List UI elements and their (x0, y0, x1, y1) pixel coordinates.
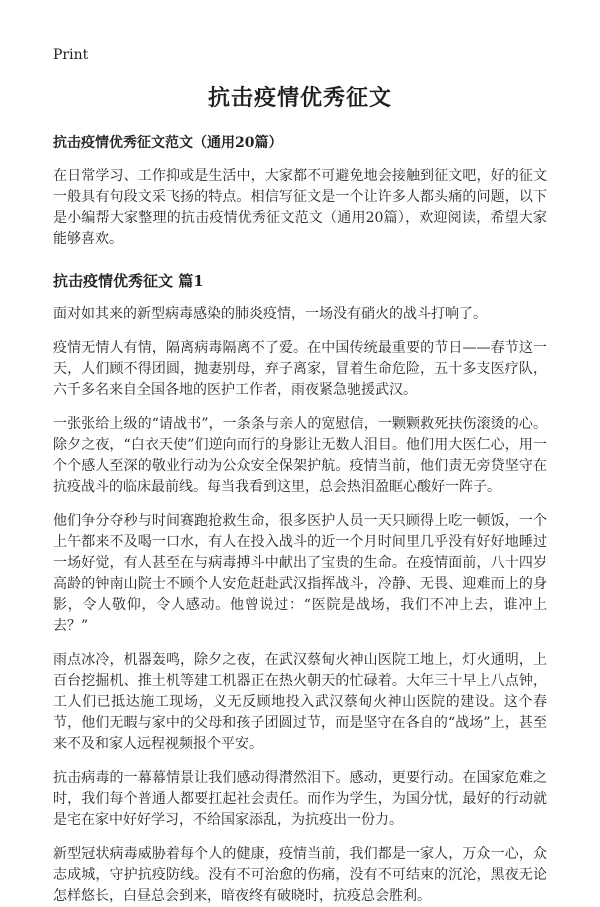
paragraph-4: 他们争分夺秒与时间赛跑抢救生命，很多医护人员一天只顾得上吃一顿饭，一个上午都来不及喝一口水，有人在投入战斗的近一个月时间里几乎没有好好地睡过一场好觉，有人甚至在与病毒搏斗中献出了宝贵的生命。在疫情面前，八十四岁高龄的钟南山院士不顾个人安危赶赴武汉指挥战斗，冷静、无畏、迎难而上的身影，令人敬仰，令人感动。他曾说过：“医院是战场，我们不冲上去，谁冲上去？” (53, 513, 547, 634)
paragraph-2: 疫情无情人有情，隔离病毒隔离不了爱。在中国传统最重要的节日——春节这一天，人们顾不得团圆，抛妻别母，弃子离家，冒着生命危险，五十多支医疗队，六千多名来自全国各地的医护工作者，雨夜紧急驰援武汉。 (53, 340, 547, 398)
paragraph-1: 面对如其来的新型病毒感染的肺炎疫情，一场没有硝火的战斗打响了。 (53, 306, 487, 322)
print-button[interactable]: Print (53, 47, 89, 63)
article-subtitle: 抗击疫情优秀征文范文（通用20篇） (53, 135, 283, 151)
intro-paragraph: 在日常学习、工作抑或是生活中，大家都不可避免地会接触到征文吧，好的征文一般具有句段文采飞扬的特点。相信写征文是一个让许多人都头痛的问题，以下是小编帮大家整理的抗击疫情优秀征文范文（通用20篇），欢迎阅读，希望大家能够喜欢。 (53, 168, 547, 247)
section-heading-1: 抗击疫情优秀征文 篇1 (53, 272, 204, 290)
paragraph-5: 雨点冰冷，机器轰鸣，除夕之夜，在武汉蔡甸火神山医院工地上，灯火通明，上百台挖掘机、推土机等建工机器正在热火朝天的忙碌着。大年三十早上八点钟，工人们已抵达施工现场，义无反顾地投入武汉蔡甸火神山医院的建设。这个春节，他们无暇与家中的父母和孩子团圆过节，而是坚守在各自的“战场”上，甚至来不及和家人远程视频报个平安。 (53, 652, 547, 752)
paragraph-6: 抗击病毒的一幕幕情景让我们感动得潸然泪下。感动，更要行动。在国家危难之时，我们每个普通人都要扛起社会责任。而作为学生，为国分忧，最好的行动就是宅在家中好好学习，不给国家添乱，为抗疫出一份力。 (53, 770, 547, 828)
paragraph-7: 新型冠状病毒威胁着每个人的健康，疫情当前，我们都是一家人，万众一心，众志成城，守护抗疫防线。没有不可治愈的伤痛，没有不可结束的沉沦，黑夜无论怎样悠长，白昼总会到来，暗夜终有破晓时，抗疫总会胜利。 (53, 846, 547, 904)
page-title: 抗击疫情优秀征文 (207, 86, 392, 111)
paragraph-3: 一张张给上级的“请战书”，一条条与亲人的宽慰信，一颗颗救死扶伤滚烫的心。除夕之夜，“白衣天使”们逆向而行的身影让无数人泪目。他们用大医仁心，用一个个感人至深的敬业行动为公众安全保架护航。疫情当前，他们责无旁贷坚守在抗疫战斗的临床最前线。每当我看到这里，总会热泪盈眶心酸好一阵子。 (53, 416, 547, 495)
